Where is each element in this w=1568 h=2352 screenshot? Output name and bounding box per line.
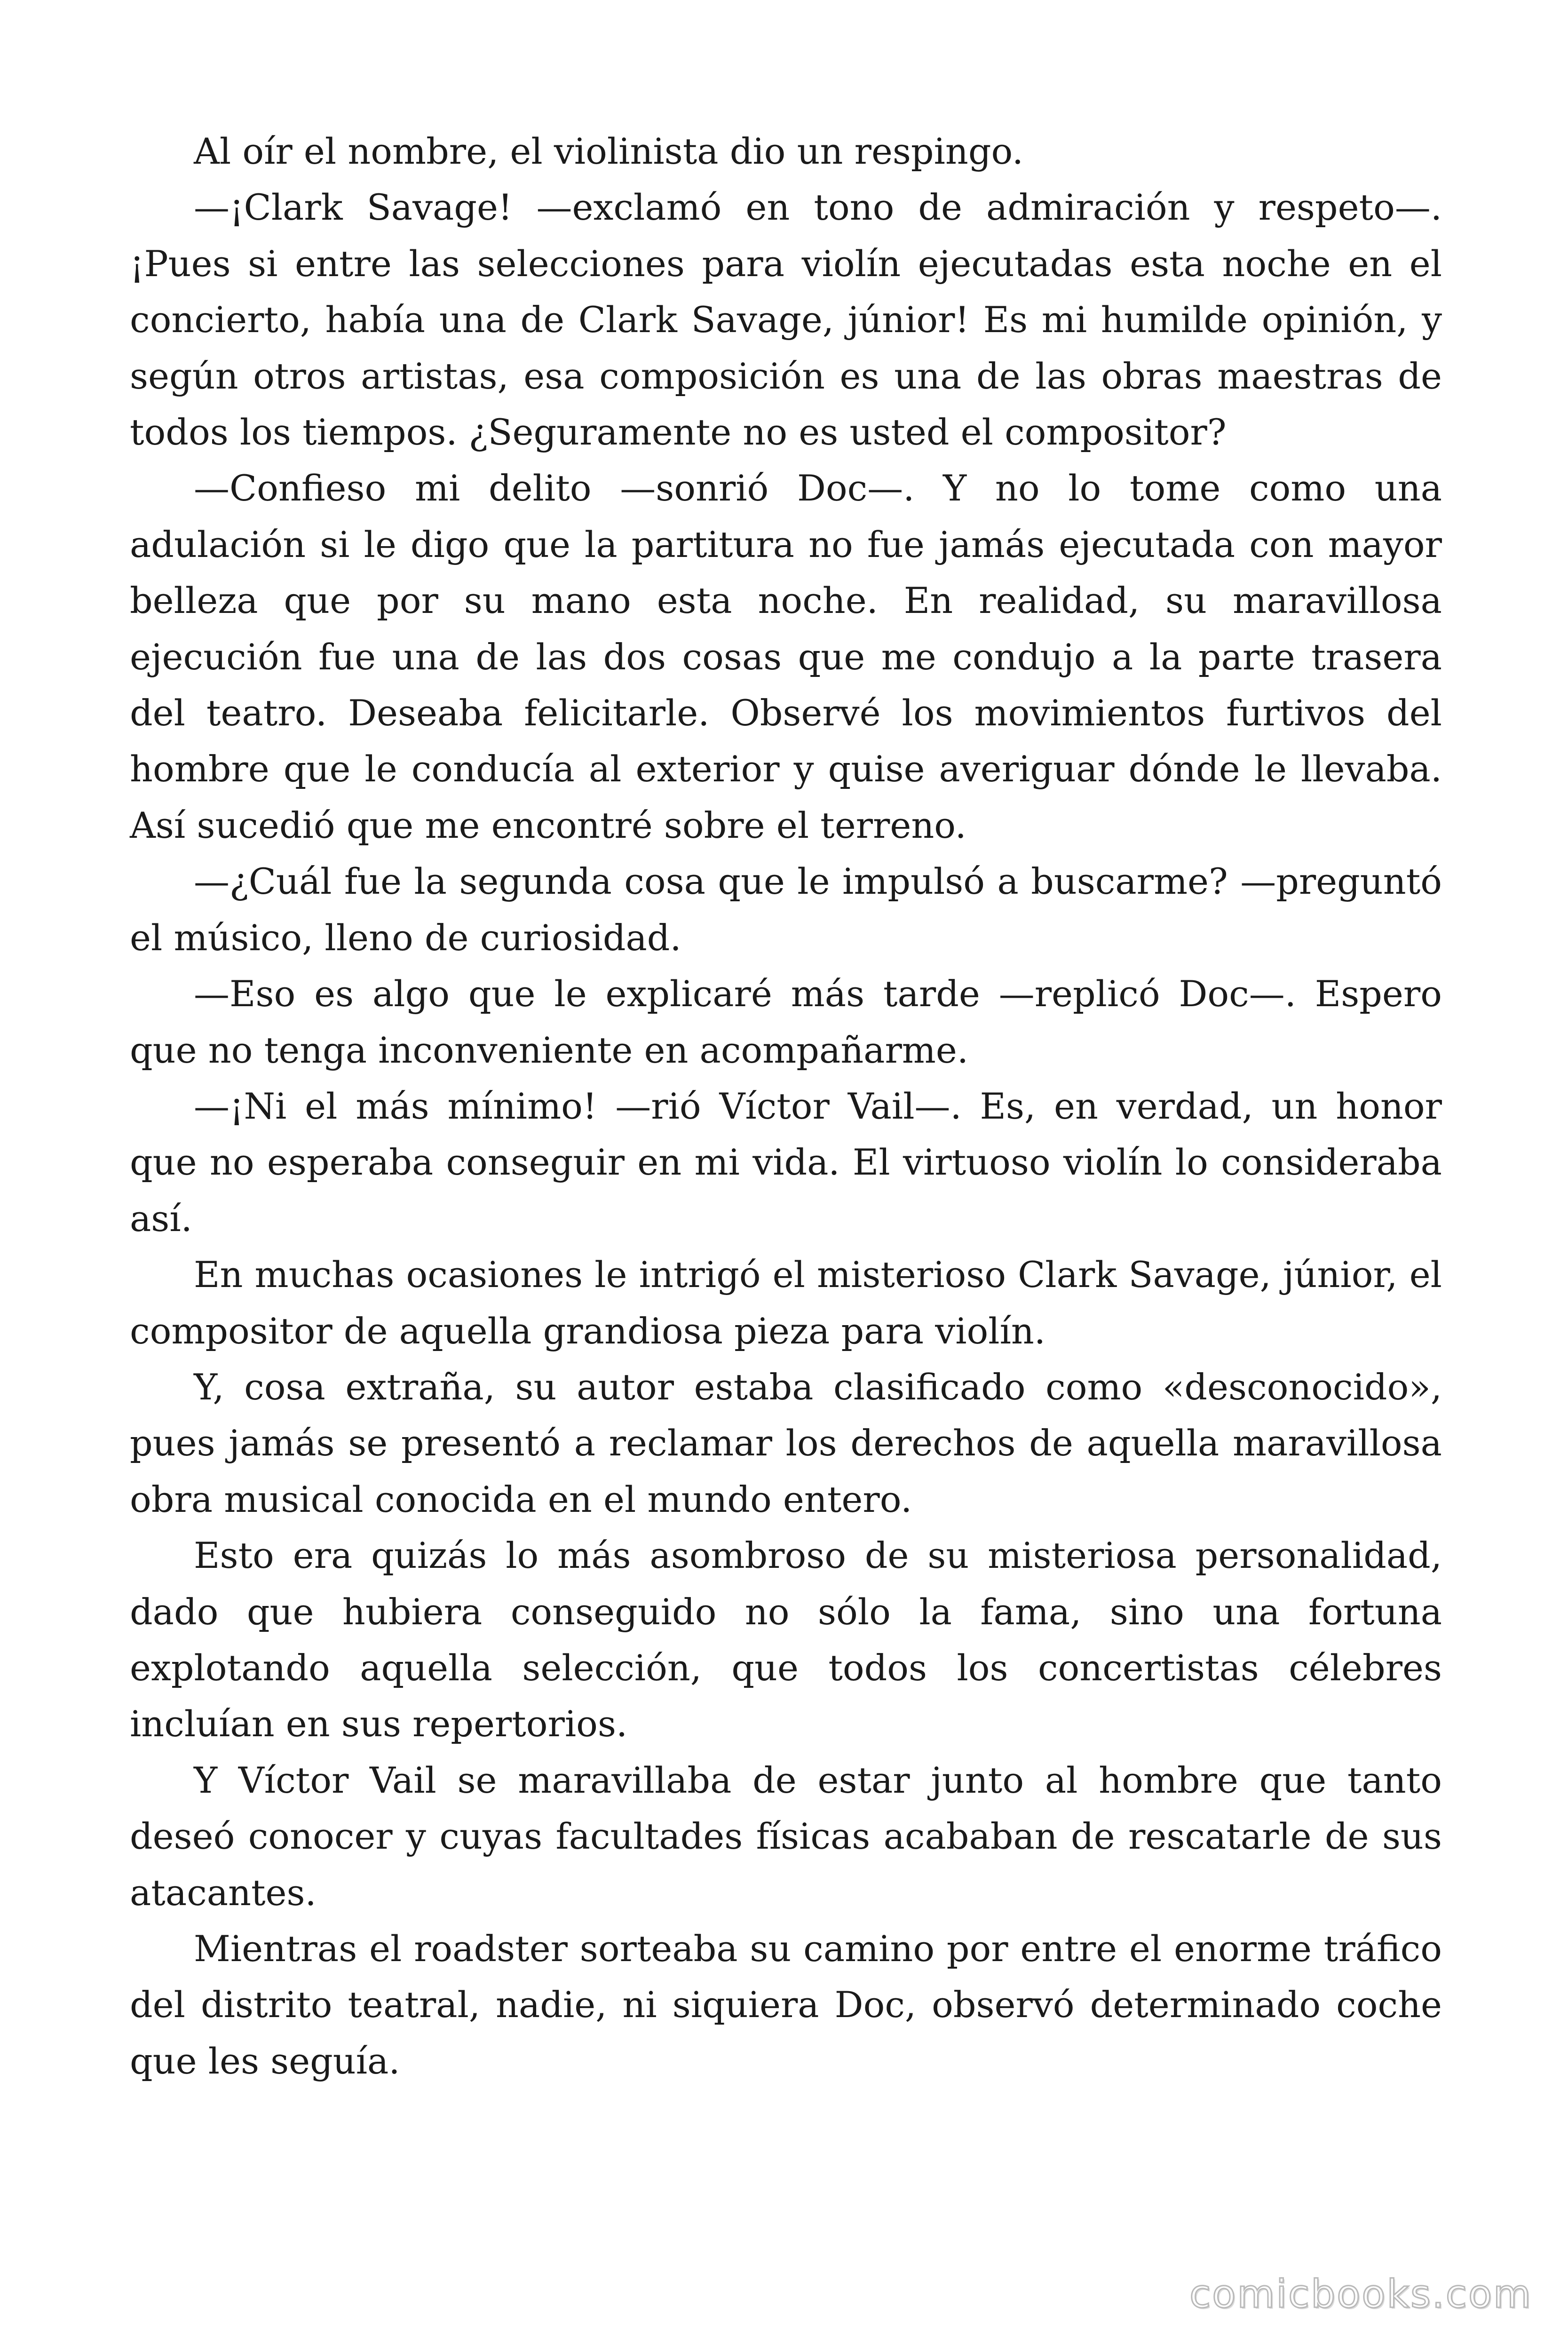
paragraph-5: —Eso es algo que le explicaré más tarde —replicó Doc—. Espero que no tenga inconveniente en acompañarme. bbox=[130, 973, 1442, 1071]
paragraph-11: Mientras el roadster sorteaba su camino por entre el enorme tráfico del distrito teatral, nadie, ni siquiera Doc, observó determinado coche que les seguía. bbox=[130, 1928, 1442, 2082]
paragraph-2: —¡Clark Savage! —exclamó en tono de admiración y respeto—. ¡Pues si entre las selecciones para violín ejecutadas esta noche en el concierto, había una de Clark Savage, júnior! Es mi humilde opinión, y según otros artistas, esa composición es una de las obras maestras de todos los tiempos. ¿Seguramente no es usted el compositor? bbox=[130, 186, 1442, 453]
paragraph-6: —¡Ni el más mínimo! —rió Víctor Vail—. Es, en verdad, un honor que no esperaba conseguir en mi vida. El virtuoso violín lo consideraba así. bbox=[130, 1085, 1442, 1240]
paragraph-1: Al oír el nombre, el violinista dio un respingo. bbox=[194, 130, 1024, 172]
paragraph-8: Y, cosa extraña, su autor estaba clasificado como «desconocido», pues jamás se presentó a reclamar los derechos de aquella maravillosa obra musical conocida en el mundo entero. bbox=[130, 1366, 1442, 1520]
paragraph-4: —¿Cuál fue la segunda cosa que le impulsó a buscarme? —preguntó el músico, lleno de curiosidad. bbox=[130, 860, 1442, 959]
paragraph-3: —Confieso mi delito —sonrió Doc—. Y no lo tome como una adulación si le digo que la partitura no fue jamás ejecutada con mayor belleza que por su mano esta noche. En realidad, su maravillosa ejecución fue una de las dos cosas que me condujo a la parte trasera del teatro. Deseaba felicitarle. Observé los movimientos furtivos del hombre que le conducía al exterior y quise averiguar dónde le llevaba. Así sucedió que me encontré sobre el terreno. bbox=[130, 467, 1442, 846]
page-body bbox=[130, 123, 1442, 2089]
paragraph-10: Y Víctor Vail se maravillaba de estar junto al hombre que tanto deseó conocer y cuyas facultades físicas acababan de rescatarle de sus atacantes. bbox=[130, 1759, 1442, 1914]
paragraph-7: En muchas ocasiones le intrigó el misterioso Clark Savage, júnior, el compositor de aquella grandiosa pieza para violín. bbox=[130, 1254, 1442, 1352]
watermark: comicbooks.com bbox=[1189, 2272, 1532, 2317]
paragraph-9: Esto era quizás lo más asombroso de su misteriosa personalidad, dado que hubiera conseguido no sólo la fama, sino una fortuna explotando aquella selección, que todos los concertistas célebres incluían en sus repertorios. bbox=[130, 1534, 1442, 1745]
